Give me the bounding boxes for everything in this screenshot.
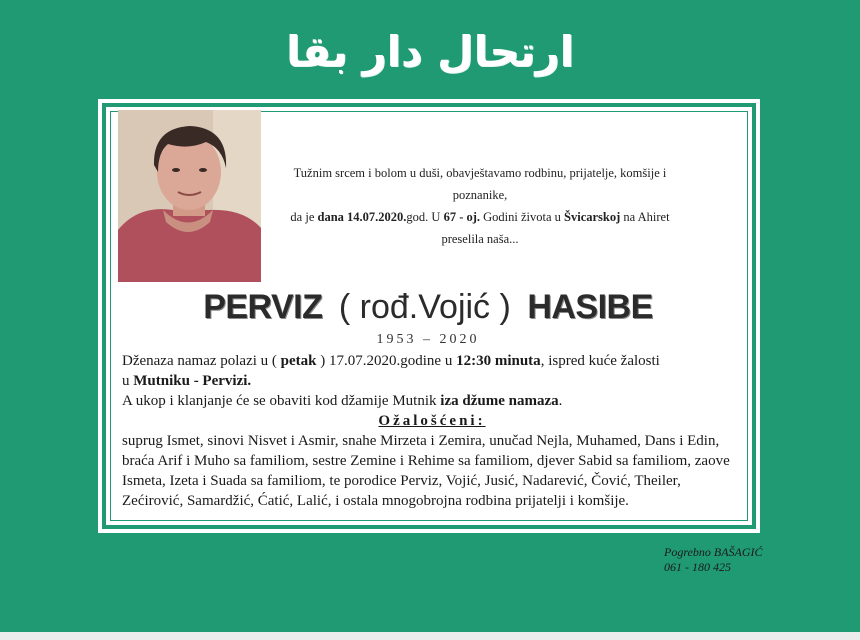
portrait-photo (118, 110, 261, 282)
intro-line-2 (270, 206, 690, 250)
funeral-text-segment: , ispred kuće žalosti (540, 353, 660, 369)
funeral-home-name: Pogrebno BAŠAGIĆ (664, 545, 763, 559)
intro-text-segment: Godini života u (480, 210, 565, 224)
portrait-illustration (118, 110, 261, 282)
age: 67 - oj. (443, 210, 481, 224)
funeral-text-segment: Dženaza namaz polazi u ( (122, 353, 281, 369)
intro-text (270, 162, 690, 250)
funeral-home-phone: 061 - 180 425 (664, 560, 731, 574)
death-date: dana 14.07.2020. (317, 210, 407, 224)
funeral-day: petak (280, 353, 317, 369)
funeral-text-segment: A ukop i klanjanje će se obaviti kod džamije Mutnik (122, 393, 441, 409)
given-name: HASIBE (527, 288, 653, 326)
mourners-title: Ožalošćeni: (378, 413, 486, 429)
intro-text-segment: god. U (406, 210, 444, 224)
bottom-edge (0, 632, 860, 640)
arabic-header (0, 8, 860, 94)
funeral-line-1 (122, 351, 742, 371)
funeral-place: Mutniku - Pervizi. (133, 373, 252, 389)
life-years: 1953 – 2020 (376, 332, 480, 347)
maiden-name: ( rođ.Vojić ) (338, 288, 511, 326)
death-place: Švicarskoj (564, 210, 621, 224)
funeral-line-2 (122, 371, 742, 391)
mourners-list: suprug Ismet, sinovi Nisvet i Asmir, snahe Mirzeta i Zemira, unučad Nejla, Muhamed, Dans i Edin, braća Arif i Muho sa familiom, sestre Zemine i Rehime sa familiom, djever Sabid sa familiom, zaove Ismeta, Izeta i Suada sa familiom, te porodice Perviz, Vojić, Jusić, Nadarević, Čović, Theiler, Zećirović, Samardžić, Ćatić, Lalić, i ostala mnogobrojna rodbina prijatelji i komšije. (122, 433, 730, 509)
funeral-line-3 (122, 391, 742, 411)
funeral-text-segment: u (122, 373, 134, 389)
funeral-text-segment: . (558, 393, 563, 409)
intro-text-segment: da je (290, 210, 318, 224)
surname: PERVIZ (203, 288, 323, 326)
funeral-text-segment: ) 17.07.2020.godine u (316, 353, 457, 369)
funeral-time: 12:30 minuta (456, 353, 541, 369)
burial-time: iza džume namaza (440, 393, 559, 409)
intro-text-segment: na Ahiret preselila naša... (441, 210, 670, 246)
funeral-details (122, 351, 742, 511)
arabic-title: ارتحال دار بقا (286, 26, 574, 76)
funeral-home-footer (664, 545, 763, 575)
deceased-name (118, 288, 738, 327)
intro-line-1: Tužnim srcem i bolom u duši, obavještavamo rodbinu, prijatelje, komšije i poznanike, (293, 166, 667, 202)
